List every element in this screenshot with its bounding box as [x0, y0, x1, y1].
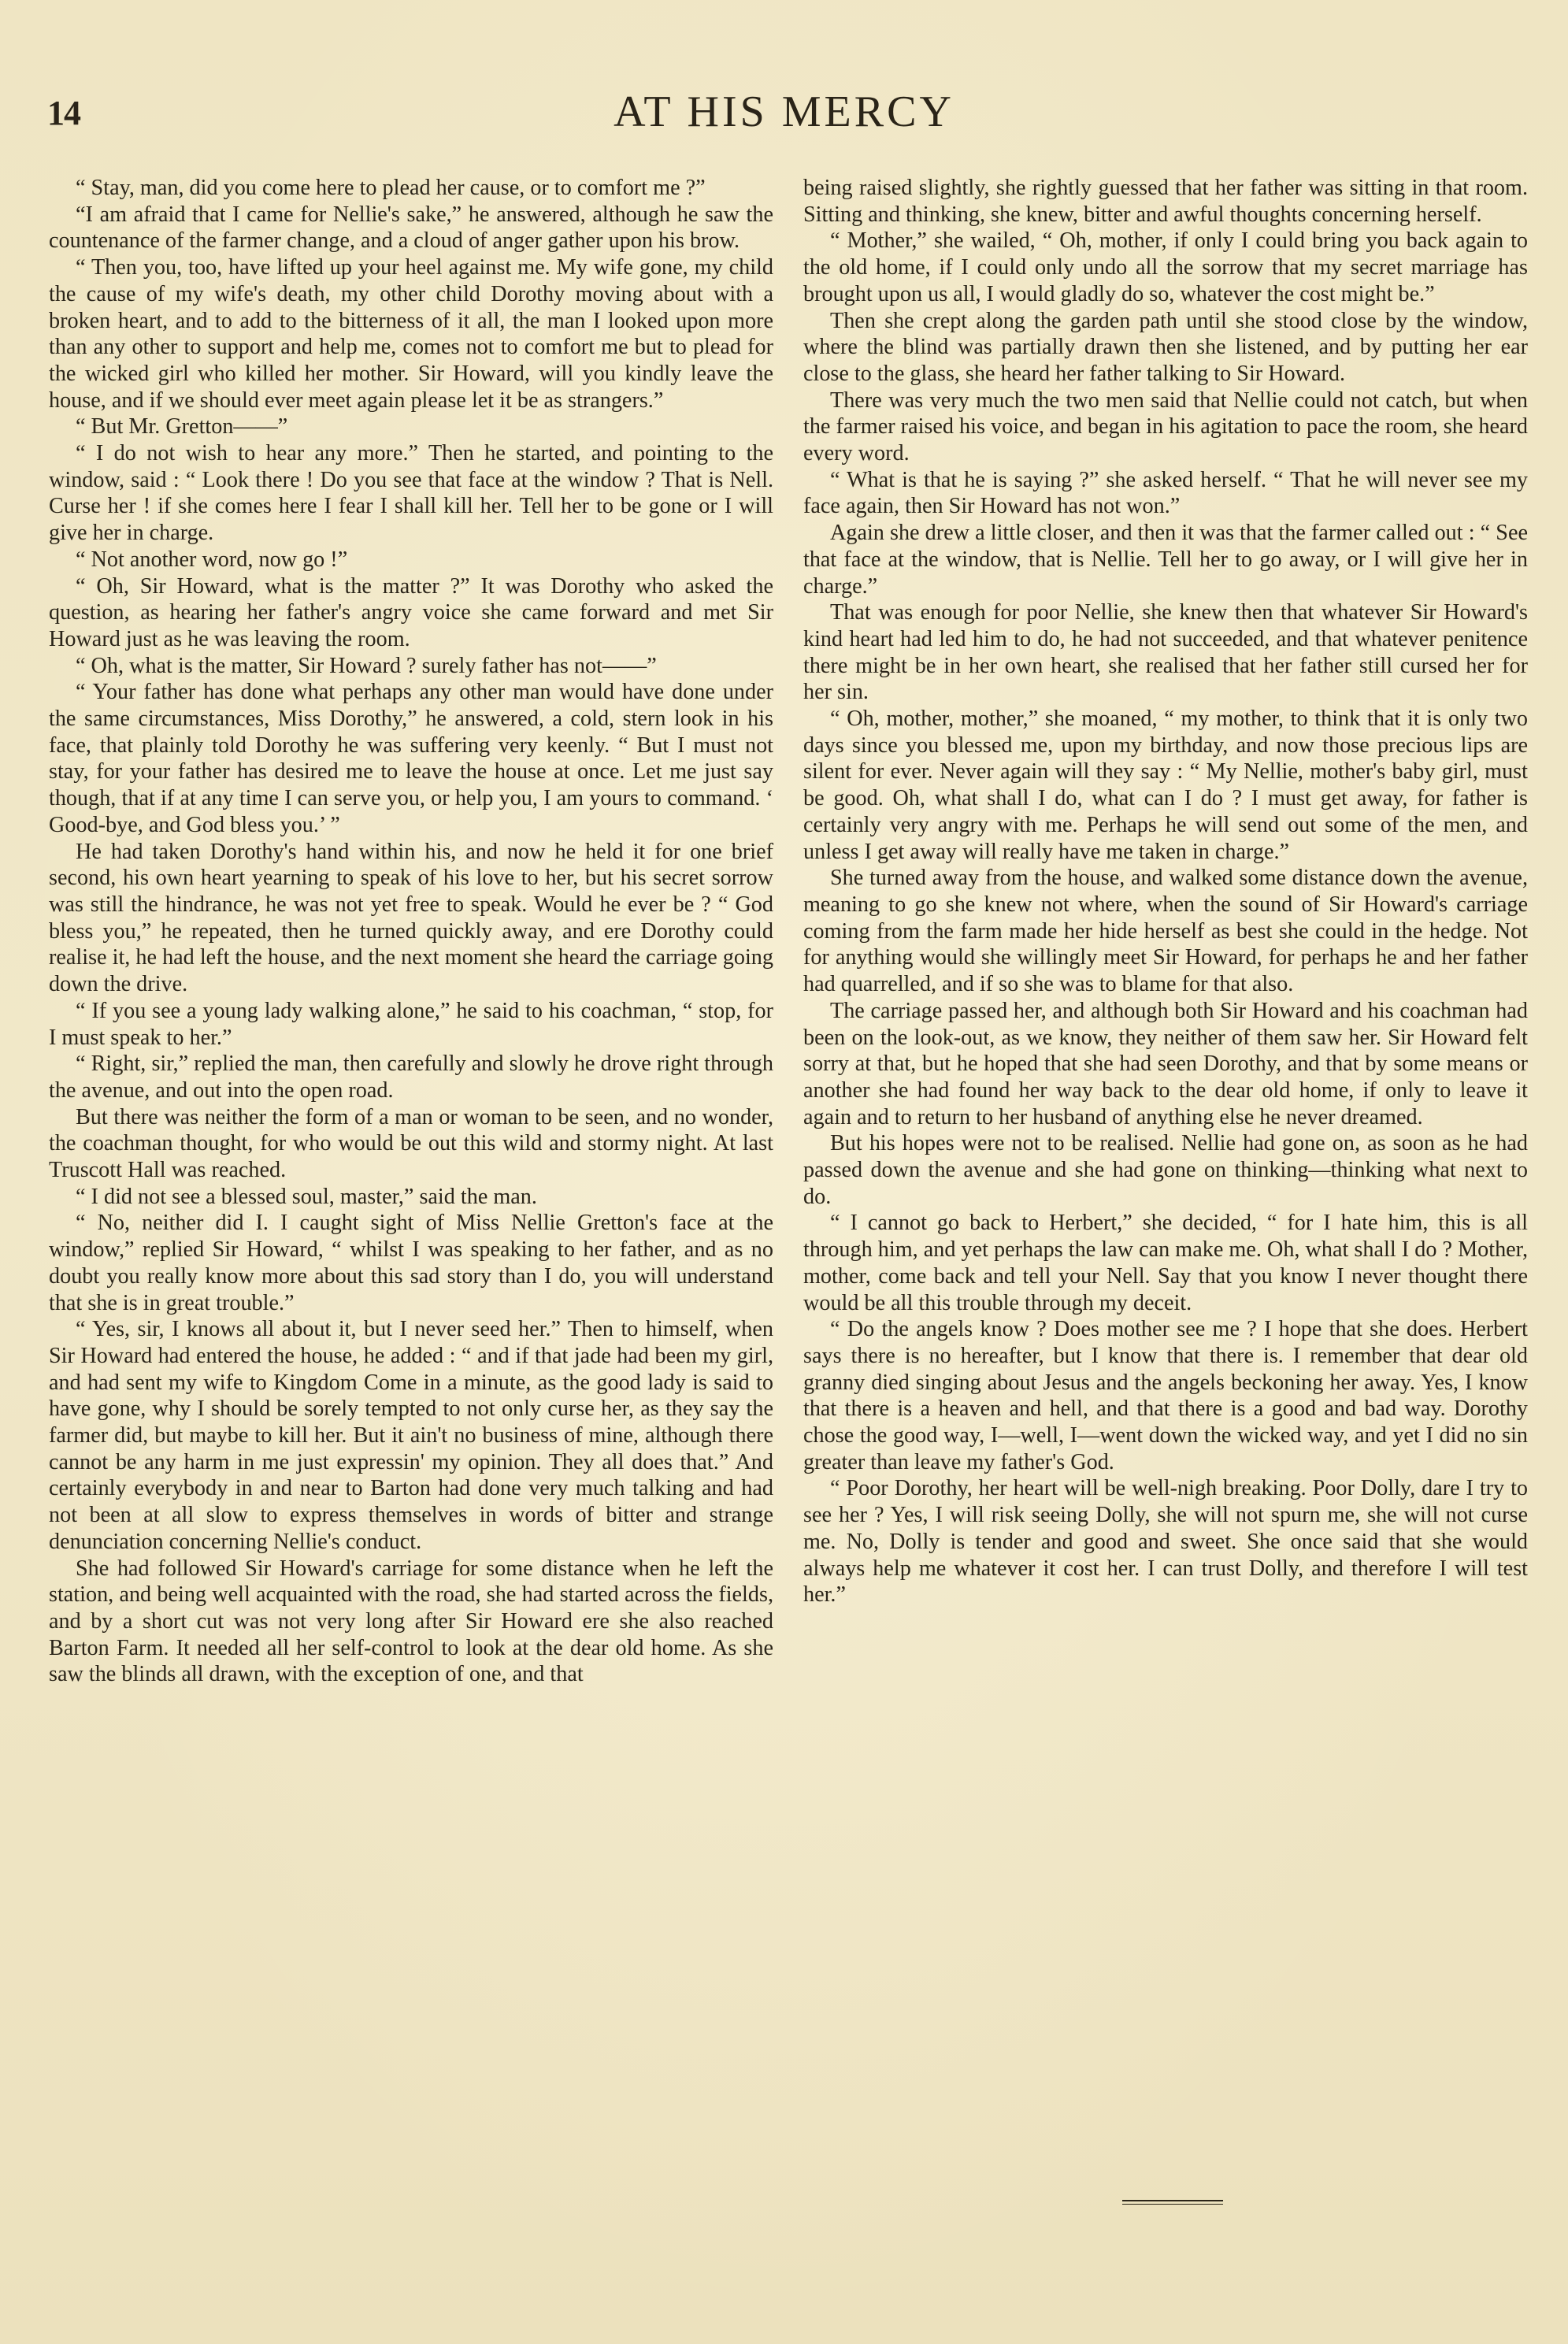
paragraph: “ If you see a young lady walking alone,” he said to his coachman, “ stop, for I must speak to her.”	[49, 998, 773, 1050]
paragraph: “ I did not see a blessed soul, master,” said the man.	[76, 1184, 537, 1209]
right-column	[803, 175, 1528, 1608]
paragraph: “ Mother,” she wailed, “ Oh, mother, if only I could bring you back again to the old home, if I could only undo all the sorrow that my secret marriage has brought upon us all, I would gladly do so, whatever the cost might be.”	[803, 228, 1528, 306]
paragraph: “ No, neither did I. I caught sight of Miss Nellie Gretton's face at the window,” replied Sir Howard, “ whilst I was speaking to her father, and as no doubt you really know more about this sad story than I do, you will understand that she is in great trouble.”	[49, 1211, 773, 1315]
paragraph: She had followed Sir Howard's carriage for some distance when he left the station, and being well acquainted with the road, she had started across the fields, and by a short cut was not very long after Sir Howard ere she also reached Barton Farm. It needed all her self-control to look at the dear old home. As she saw the blinds all drawn, with the exception of one, and that	[49, 1556, 773, 1687]
text-columns	[49, 175, 1528, 2270]
paragraph: “ Stay, man, did you come here to plead her cause, or to comfort me ?”	[76, 176, 706, 200]
paragraph: That was enough for poor Nellie, she knew then that whatever Sir Howard's kind heart had led him to do, he had not succeeded, and that whatever penitence there might be in her own heart, she realised that her father still cursed her for her sin.	[803, 600, 1528, 705]
paragraph: But his hopes were not to be realised. Nellie had gone on, as soon as he had passed down the avenue and she had gone on thinking—thinking what next to do.	[803, 1131, 1528, 1209]
paragraph: There was very much the two men said that Nellie could not catch, but when the farmer raised his voice, and began in his agitation to pace the room, she heard every word.	[803, 388, 1528, 466]
paragraph: “ Yes, sir, I knows all about it, but I never seed her.” Then to himself, when Sir Howard had entered the house, he added : “ and if that jade had been my girl, and had sent my wife to Kingdom Come in a minute, as the good lady is said to have gone, why I should be sorely tempted to not only curse her, as they say the farmer did, but maybe to kill her. But it ain't no business of mine, although there cannot be any harm in me just expressin' my opinion. They all does that.” And certainly everybody in and near to Barton had done very much talking and had not been at all slow to express themselves in words of bitter and strange denunciation concerning Nellie's conduct.	[49, 1317, 773, 1554]
left-column	[49, 175, 773, 1688]
paragraph: Again she drew a little closer, and then it was that the farmer called out : “ See that face at the window, that is Nellie. Tell her to go away, or I will give her in charge.”	[803, 521, 1528, 599]
page-header	[43, 87, 1525, 150]
paragraph: “ Poor Dorothy, her heart will be well-nigh breaking. Poor Dolly, dare I try to see her ? Yes, I will risk seeing Dolly, she will not spurn me, she will not curse me. No, Dolly is tender and good and sweet. She once said that she would always help me whatever it cost her. I can trust Dolly, and therefore I will test her.”	[803, 1476, 1528, 1608]
paragraph: “I am afraid that I came for Nellie's sake,” he answered, although he saw the countenance of the farmer change, and a cloud of anger gather upon his brow.	[49, 202, 773, 254]
paragraph: But there was neither the form of a man or woman to be seen, and no wonder, the coachman thought, for who would be out this wild and stormy night. At last Truscott Hall was reached.	[49, 1104, 773, 1183]
paragraph: “ Do the angels know ? Does mother see me ? I hope that she does. Herbert says there is no hereafter, but I know that there is. I remember that dear old granny died singing about Jesus and the angels beckoning her away. Yes, I know that there is a heaven and hell, and that there is a good and bad way. Dorothy chose the good way, I—well, I—went down the wicked way, and yet I did no sin greater than leave my father's God.	[803, 1317, 1528, 1474]
paragraph: “ Oh, mother, mother,” she moaned, “ my mother, to think that it is only two days since you blessed me, upon my birthday, and now those precious lips are silent for ever. Never again will they say : “ My Nellie, mother's baby girl, must be good. Oh, what shall I do, what can I do ? I must get away, for father is certainly very angry with me. Perhaps he will send out some of the men, and unless I get away will really have me taken in charge.”	[803, 707, 1528, 864]
page-number: 14	[47, 94, 80, 132]
paragraph: “ I cannot go back to Herbert,” she decided, “ for I hate him, this is all through him, and yet perhaps the law can make me. Oh, what shall I do ? Mother, mother, come back and tell your Nell. Say that you know I never thought there would be all this trouble through my deceit.	[803, 1211, 1528, 1315]
paragraph: “ Then you, too, have lifted up your heel against me. My wife gone, my child the cause of my wife's death, my other child Dorothy moving about with a broken heart, and to add to the bitterness of it all, the man I looked upon more than any other to support and help me, comes not to comfort me but to plead for the wicked girl who killed her mother. Sir Howard, will you kindly leave the house, and if we should ever meet again please let it be as strangers.”	[49, 255, 773, 413]
paragraph: “ Not another word, now go !”	[76, 547, 348, 572]
paragraph: He had taken Dorothy's hand within his, and now he held it for one brief second, his own heart yearning to speak of his love to her, but his secret sorrow was still the hindrance, he was not yet free to speak. Would he ever be ? “ God bless you,” he repeated, then he turned quickly away, and ere Dorothy could realise it, he had left the house, and the next moment she heard the carriage going down the drive.	[49, 839, 773, 997]
paragraph: “ Oh, Sir Howard, what is the matter ?” It was Dorothy who asked the question, as hearing her father's angry voice she came forward and met Sir Howard just as he was leaving the room.	[49, 573, 773, 651]
paragraph: “ What is that he is saying ?” she asked herself. “ That he will never see my face again, then Sir Howard has not won.”	[803, 467, 1528, 519]
paragraph: “ Right, sir,” replied the man, then carefully and slowly he drove right through the avenue, and out into the open road.	[49, 1051, 773, 1103]
paragraph: The carriage passed her, and although both Sir Howard and his coachman had been on the look-out, as we know, they neither of them saw her. Sir Howard felt sorry at that, but he hoped that she had seen Dorothy, and that by some means or another she had found her way back to the dear old home, if only to leave it again and to return to her husband of anything else he never dreamed.	[803, 998, 1528, 1129]
running-title: AT HIS MERCY	[613, 87, 955, 136]
paragraph: She turned away from the house, and walked some distance down the avenue, meaning to go she knew not where, when the sound of Sir Howard's carriage coming from the farm made her hide herself as best she could in the hedge. Not for anything would she willingly meet Sir Howard, for perhaps he and her father had quarrelled, and if so she was to blame for that also.	[803, 866, 1528, 997]
paragraph: being raised slightly, she rightly guessed that her father was sitting in that room. Sitting and thinking, she knew, bitter and awful thoughts concerning herself.	[803, 176, 1528, 227]
paragraph: “ But Mr. Gretton——”	[76, 414, 288, 440]
paragraph: “ Oh, what is the matter, Sir Howard ? surely father has not——”	[76, 653, 657, 678]
paragraph: “ I do not wish to hear any more.” Then he started, and pointing to the window, said : “ Look there ! Do you see that face at the window ? That is Nell. Curse her ! if she comes here I fear I shall kill her. Tell her to be gone or I will give her in charge.	[49, 441, 773, 546]
end-of-chapter-rule	[1122, 2200, 1223, 2201]
paragraph: Then she crept along the garden path until she stood close by the window, where the blind was partially drawn then she listened, and by putting her ear close to the glass, she heard her father talking to Sir Howard.	[803, 308, 1528, 386]
paragraph: “ Your father has done what perhaps any other man would have done under the same circumstances, Miss Dorothy,” he answered, a cold, stern look in his face, that plainly told Dorothy he was suffering very keenly. “ But I must not stay, for your father has desired me to leave the house at once. Let me just say though, that if at any time I can serve you, or help you, I am yours to command. ‘ Good-bye, and God bless you.’ ”	[49, 680, 773, 837]
